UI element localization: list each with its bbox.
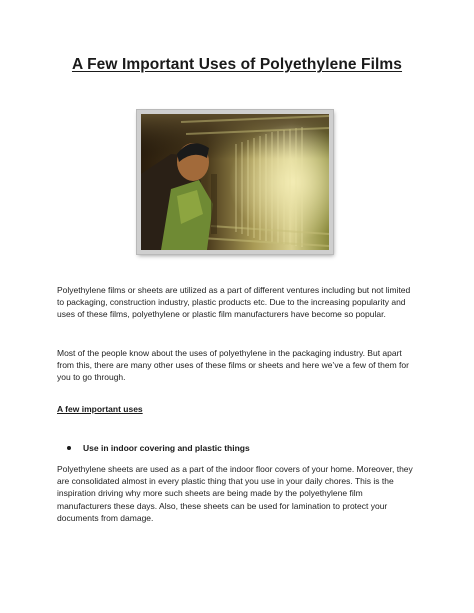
factory-photo — [137, 110, 333, 254]
bullet-item — [67, 443, 250, 453]
bullet-label: Use in indoor covering and plastic things — [83, 443, 250, 453]
bullet-icon — [67, 446, 71, 450]
page-title: A Few Important Uses of Polyethylene Films — [71, 56, 403, 73]
section-heading: A few important uses — [57, 404, 143, 414]
intro-paragraph: Polyethylene films or sheets are utilized as a part of different ventures including but not limited to packaging, construction industry, plastic products etc. Due to the increasing popularity and uses of these films, polyethylene or plastic film manufacturers have become so popular. — [57, 285, 411, 320]
indoor-covering-paragraph: Polyethylene sheets are used as a part of the indoor floor covers of your home. Moreover, they are consolidated almost in every plastic thing that you use in your daily chores. This is the inspiration driving why more such sheets are being made by the polyethylene film manufacturers these days. Also, these sheets can be used for lamination to protect your documents from damage. — [57, 464, 413, 523]
uses-paragraph: Most of the people know about the uses of polyethylene in the packaging industry. But apart from this, there are many other uses of these films or sheets and here we’ve a few of them for you to go through. — [57, 348, 409, 383]
factory-worker-image — [141, 114, 329, 250]
